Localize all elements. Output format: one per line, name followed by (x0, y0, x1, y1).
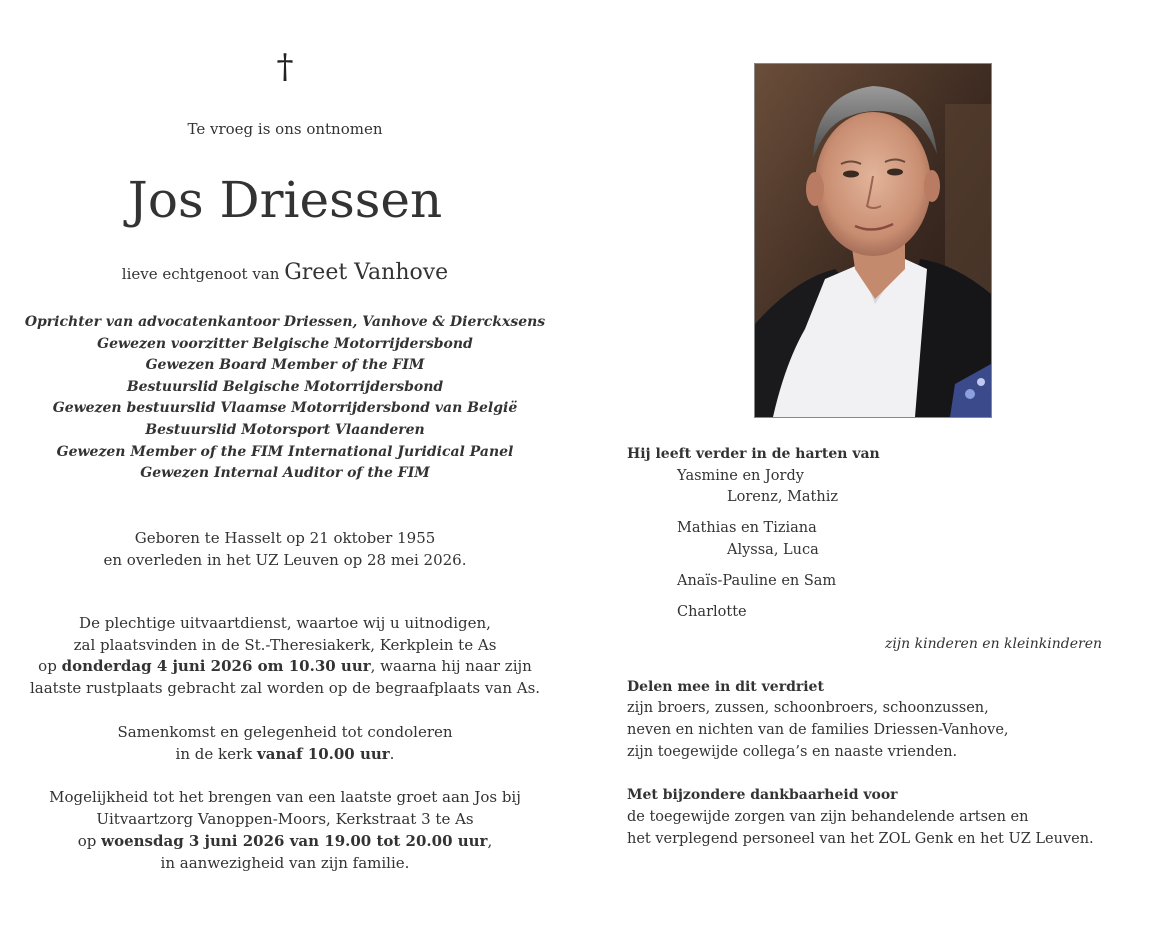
visit-line: in aanwezigheid van zijn familie. (160, 854, 410, 872)
spouse-line (0, 260, 570, 285)
share-grief-title: Delen mee in dit verdriet (627, 679, 824, 695)
share-grief-line: zijn toegewijde collega’s en naaste vrienden. (627, 744, 958, 760)
condolence-line: Samenkomst en gelegenheid tot condoleren (117, 723, 453, 741)
service-line: laatste rustplaats gebracht zal worden op de begraafplaats van As. (29, 678, 541, 697)
heart-title: Hij leeft verder in de harten van (627, 446, 880, 462)
role-item: Gewezen Member of the FIM International Juridical Panel (56, 443, 514, 460)
birth-line: Geboren te Hasselt op 21 oktober 1955 (134, 529, 436, 547)
gratitude-line: de toegewijde zorgen van zijn behandelende artsen en (627, 809, 1029, 825)
birth-death-block (0, 527, 570, 571)
family-children: Alyssa, Luca (727, 542, 819, 558)
family-parents: Yasmine en Jordy (677, 468, 804, 484)
cross-symbol: † (276, 47, 294, 87)
condolence-time: vanaf 10.00 uur (257, 745, 390, 763)
role-item: Bestuurslid Motorsport Vlaanderen (145, 421, 425, 438)
visit-prefix: op (77, 832, 102, 850)
visit-datetime: woensdag 3 juni 2026 van 19.00 tot 20.00 uur (101, 832, 488, 850)
role-item: Gewezen bestuurslid Vlaamse Motorrijdersbond van België (52, 400, 518, 417)
family-parents: Anaïs-Pauline en Sam (677, 573, 837, 589)
service-line: De plechtige uitvaartdienst, waartoe wij u uitnodigen, (79, 614, 491, 632)
service-datetime: donderdag 4 juni 2026 om 10.30 uur (61, 657, 371, 675)
portrait-image (755, 64, 991, 417)
family-parents: Mathias en Tiziana (677, 520, 817, 536)
service-datetime-line (0, 656, 570, 678)
condolence-prefix: in de kerk (175, 745, 258, 763)
visit-datetime-line (0, 830, 570, 852)
service-prefix: op (38, 657, 62, 675)
roles-list (0, 312, 570, 485)
death-line: en overleden in het UZ Leuven op 28 mei 2026. (103, 551, 467, 569)
visit-line: Mogelijkheid tot het brengen van een laatste groet aan Jos bij (49, 788, 521, 806)
role-item: Gewezen voorzitter Belgische Motorrijdersbond (97, 335, 473, 352)
funeral-service-block (0, 613, 570, 699)
service-suffix: , waarna hij naar zijn (370, 657, 532, 675)
visit-suffix: , (487, 832, 493, 850)
share-grief-line: zijn broers, zussen, schoonbroers, schoonzussen, (627, 700, 989, 716)
spouse-name: Greet Vanhove (284, 260, 449, 285)
share-grief-line: neven en nichten van de families Driessen-Vanhove, (627, 722, 1009, 738)
gratitude-line: het verplegend personeel van het ZOL Genk en het UZ Leuven. (627, 831, 1094, 847)
spouse-prefix: lieve echtgenoot van (121, 265, 280, 283)
role-item: Bestuurslid Belgische Motorrijdersbond (126, 378, 444, 395)
condolence-time-line (0, 743, 570, 765)
visit-line: Uitvaartzorg Vanoppen-Moors, Kerkstraat 3 te As (96, 810, 474, 828)
condolence-suffix: . (389, 745, 395, 763)
role-item: Gewezen Internal Auditor of the FIM (140, 465, 430, 482)
portrait-photo (754, 63, 992, 418)
farewell-visit-block (0, 786, 570, 874)
intro-text: Te vroeg is ons ontnomen (187, 120, 383, 138)
deceased-name: Jos Driessen (127, 171, 443, 229)
gratitude-title: Met bijzondere dankbaarheid voor (627, 787, 898, 803)
service-line: zal plaatsvinden in de St.-Theresiakerk, Kerkplein te As (73, 635, 497, 654)
family-parents: Charlotte (677, 604, 747, 620)
role-item: Gewezen Board Member of the FIM (145, 357, 425, 374)
role-item: Oprichter van advocatenkantoor Driessen, Vanhove & Dierckxsens (24, 314, 546, 330)
children-caption: zijn kinderen en kleinkinderen (884, 636, 1102, 652)
condolence-block (0, 721, 570, 765)
family-children: Lorenz, Mathiz (727, 489, 839, 505)
